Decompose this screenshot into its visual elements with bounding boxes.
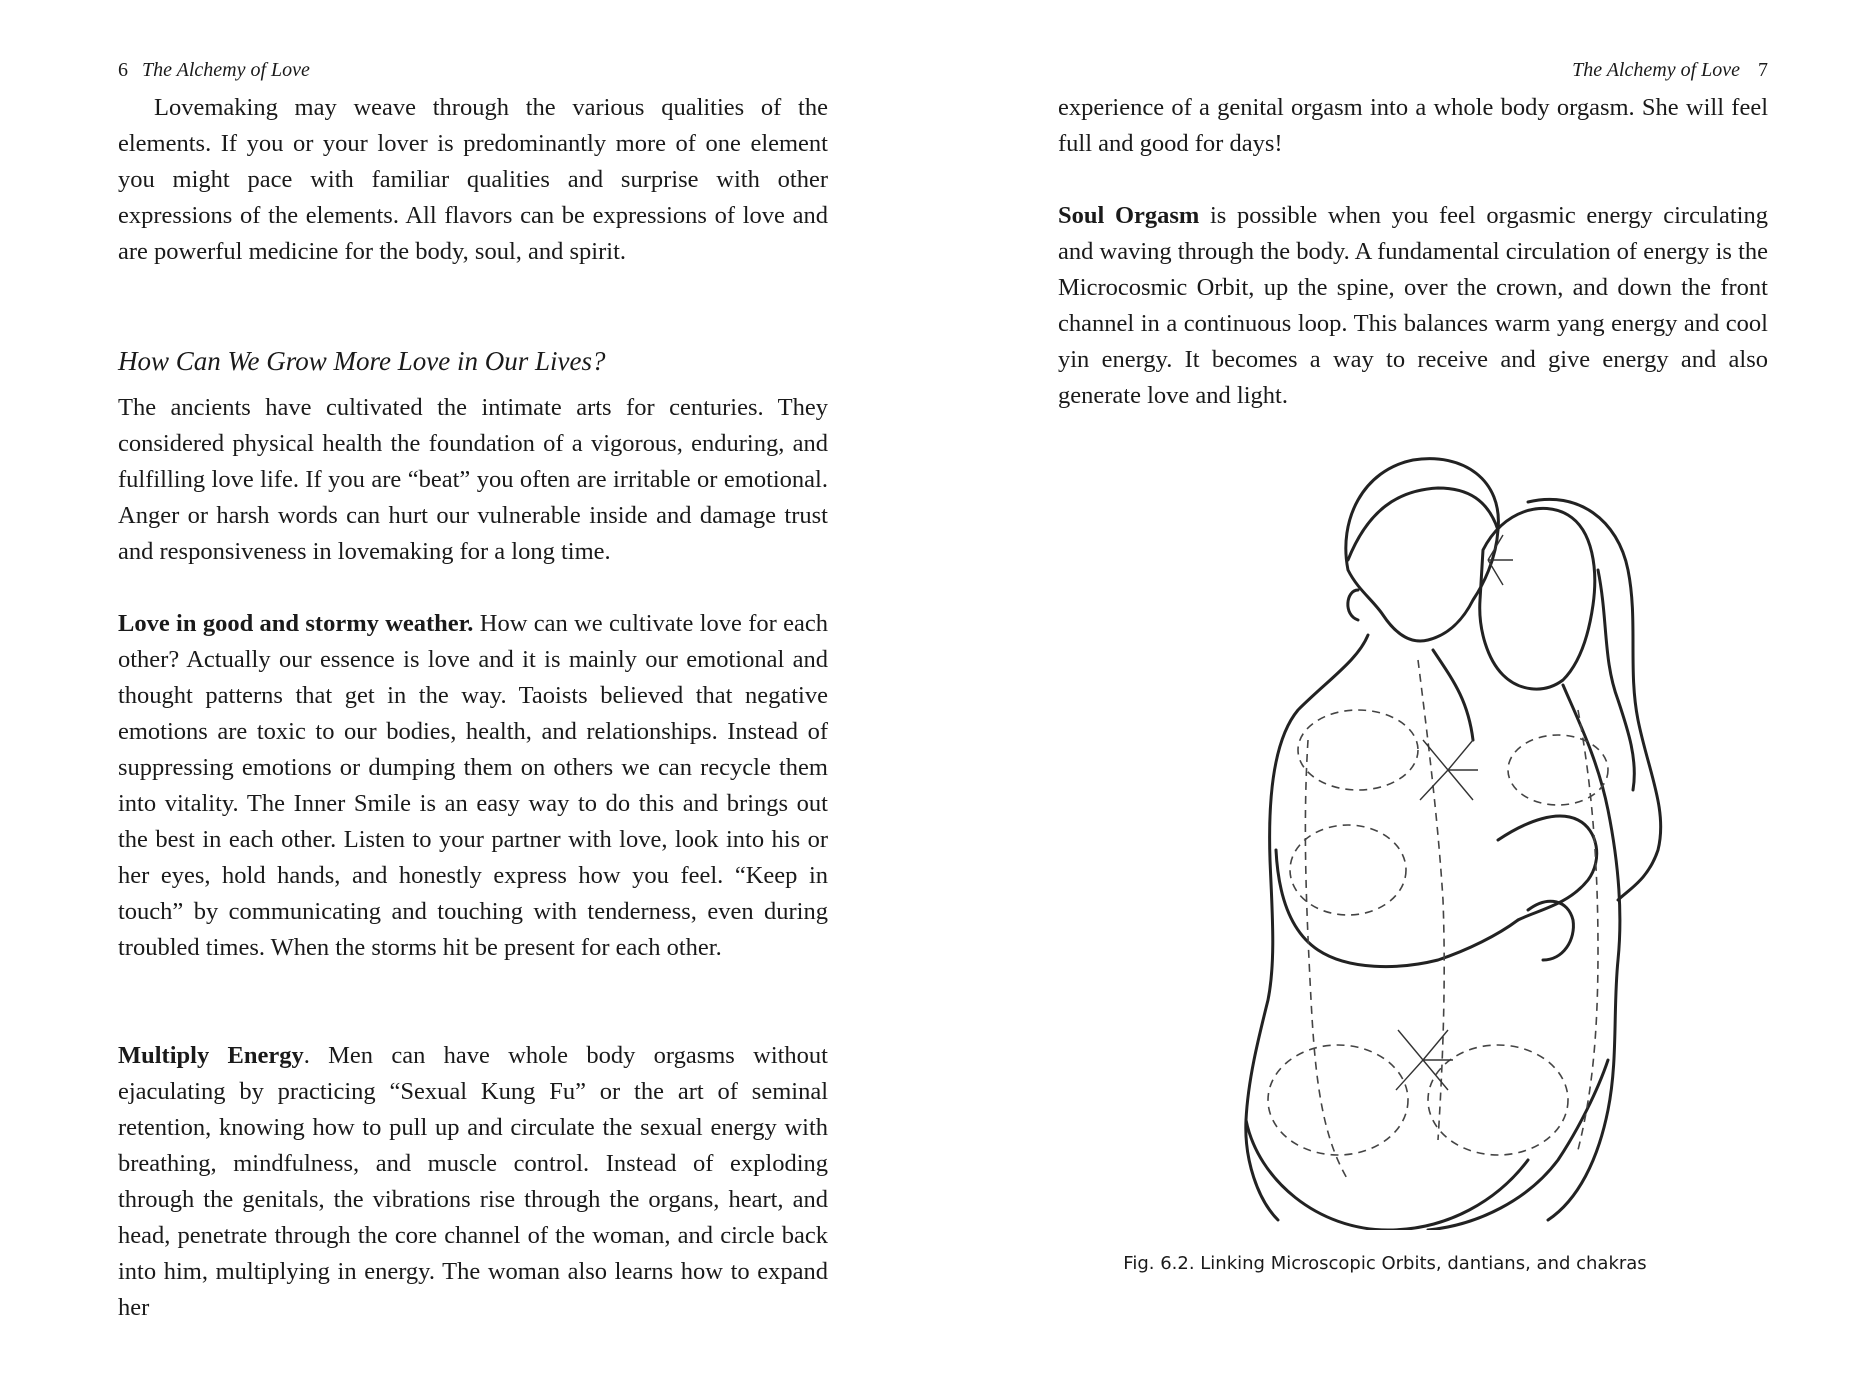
woman-orbit-line <box>1578 710 1598 1150</box>
multiply-text: . Men can have whole body orgasms without ejaculating by practicing “Sexual Kung Fu” or the art of seminal retention, knowing how to pull up and circulate the sexual energy with breathing, mindfulness, and muscle control. Instead of exploding through the genitals, the vibrations rise through the organs, heart, and head, penetrate through the core channel of the woman, and circle back into him, multiplying in energy. The woman also learns how to expand her <box>118 1042 828 1321</box>
figure-caption: Fig. 6.2. Linking Microscopic Orbits, dantians, and chakras <box>1123 1253 1647 1274</box>
man-hair-line <box>1348 488 1498 560</box>
man-ear <box>1348 590 1358 620</box>
woman-chakra-chest <box>1508 735 1608 805</box>
right-page <box>1058 0 1768 1400</box>
right-running-title: The Alchemy of Love <box>1572 59 1740 81</box>
soul-paragraph-block <box>1058 198 1768 414</box>
weather-lead-in: Love in good and stormy weather. <box>118 610 474 637</box>
lower-body-right <box>1428 1060 1608 1230</box>
man-head <box>1346 459 1499 641</box>
ancients-paragraph-block <box>118 390 828 570</box>
right-running-head <box>1572 58 1768 82</box>
lower-dantian-right <box>1428 1045 1568 1155</box>
weather-paragraph <box>118 606 828 966</box>
lower-body <box>1246 1120 1528 1230</box>
multiply-paragraph-block <box>118 1038 828 1326</box>
left-running-head <box>118 58 310 82</box>
man-arm <box>1276 850 1518 967</box>
pelvic-burst <box>1396 1030 1453 1090</box>
soul-text: is possible when you feel orgasmic energy circulating and waving through the body. A fundamental circulation of energy is the Microcosmic Orbit, up the spine, over the crown, and down the front channel in a continuous loop. This balances warm yang energy and cool yin energy. It becomes a way to receive and give energy and also generate love and light. <box>1058 202 1768 409</box>
soul-paragraph <box>1058 198 1768 414</box>
multiply-lead-in: Multiply Energy <box>118 1042 304 1069</box>
intro-paragraph-block <box>118 90 828 270</box>
man-hand <box>1528 901 1573 960</box>
lower-dantian-left <box>1268 1045 1408 1155</box>
forehead-burst <box>1488 535 1513 585</box>
left-running-title: The Alchemy of Love <box>142 59 310 81</box>
left-page <box>118 0 828 1400</box>
man-back <box>1433 650 1473 740</box>
woman-body-outline <box>1548 685 1620 1220</box>
multiply-paragraph <box>118 1038 828 1326</box>
man-chakra-chest <box>1298 710 1418 790</box>
weather-text: How can we cultivate love for each other? Actually our essence is love and it is mainly our emotional and thought patterns that get in the way. Taoists believed that negative emotions are toxic to our bodies, health, and relationships. Instead of suppressing emotions or dumping them on others we can recycle them into vitality. The Inner Smile is an easy way to do this and brings out the best in each other. Listen to your partner with love, look into his or her eyes, hold hands, and honestly express how you feel. “Keep in touch” by communicating and touching with tenderness, even during troubled times. When the storms hit be present for each other. <box>118 610 828 961</box>
continue-paragraph: experience of a genital orgasm into a whole body orgasm. She will feel full and good for days! <box>1058 94 1768 157</box>
soul-lead-in: Soul Orgasm <box>1058 202 1200 229</box>
continue-paragraph-block <box>1058 90 1768 162</box>
section-heading: How Can We Grow More Love in Our Lives? <box>118 346 606 376</box>
right-page-number: 7 <box>1758 59 1768 81</box>
ancients-paragraph: The ancients have cultivated the intimate arts for centuries. They considered physical health the foundation of a vigorous, enduring, and fulfilling love life. If you are “beat” you often are irritable or emotional. Anger or harsh words can hurt our vulnerable inside and damage trust and responsiveness in lovemaking for a long time. <box>118 394 828 565</box>
intro-paragraph: Lovemaking may weave through the various qualities of the elements. If you or your lover is predominantly more of one element you might pace with familiar qualities and surprise with other expressions of the elements. All flavors can be expressions of love and are powerful medicine for the body, soul, and spirit. <box>118 94 828 265</box>
embracing-couple-illustration <box>1198 440 1668 1230</box>
left-page-number: 6 <box>118 59 128 81</box>
woman-hair-inner <box>1598 570 1634 790</box>
weather-paragraph-block <box>118 606 828 966</box>
woman-arm <box>1498 816 1597 920</box>
